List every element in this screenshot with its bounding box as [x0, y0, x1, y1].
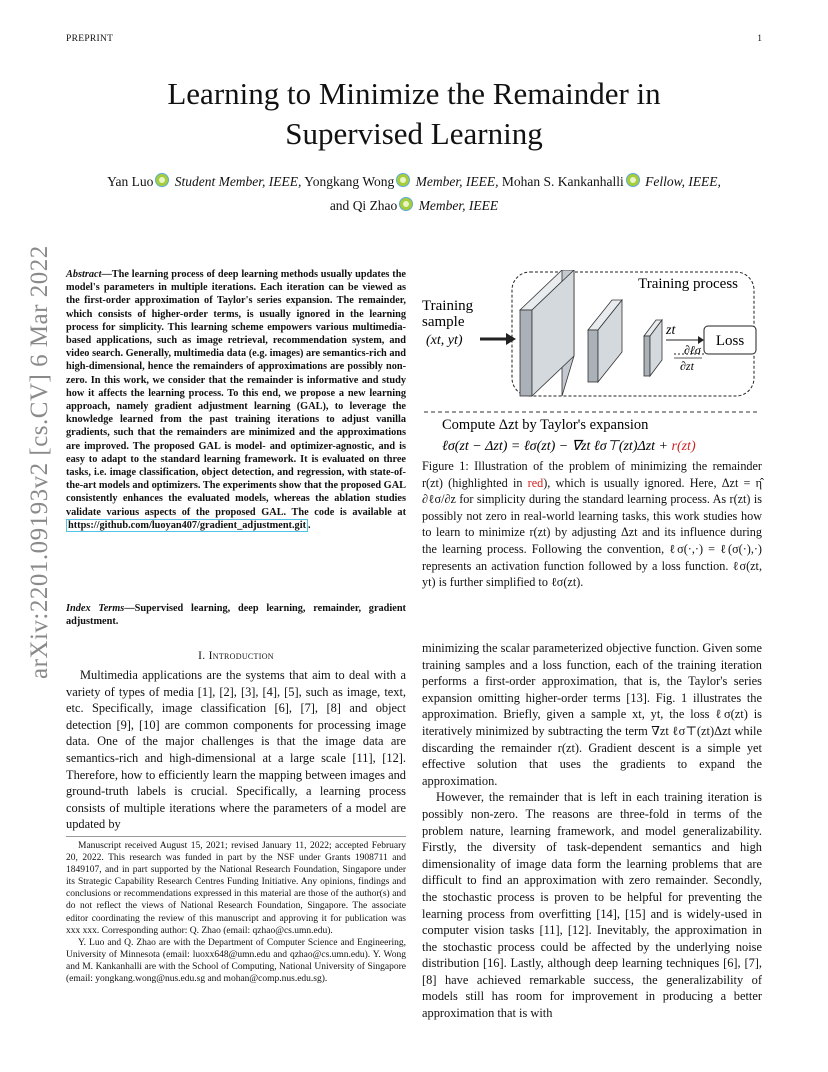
caption-label: Figure 1: [422, 459, 469, 473]
caption-red-word: red [527, 475, 544, 490]
taylor-equation [442, 439, 696, 454]
equation-remainder: r(zt) [671, 439, 696, 454]
footnote-manuscript: Manuscript received August 15, 2021; revised January 11, 2022; accepted February 20, 2022. This research was funded in part by the NSF under Grants 1908711 and 1849107, and in part supported by the National Research Foundation, Singapore under its Strategic Capability Research Centres Funding Initiative. Any opinions, findings and conclusions or recommendations expressed in this material are those of the author(s) and do not reflect the views of National Research Foundation, Singapore. The associate editor coordinating the review of this manuscript and approving it for publication was xxx xxx. Corresponding author: Q. Zhao (email: qzhao@cs.umn.edu). [66, 841, 406, 936]
caption-text: ), which is usually ignored. Here, Δzt = η̂ ∂ℓσ/∂z for simplicity during the standard learning process. As r(zt) is possibly not zero in real-world learning tasks, this work studies how to learn to minimize r(zt) by adjusting Δzt and its influence during the learning process. Following the convention, ℓσ(·,·) = ℓ(σ(·),·) represents an activation function followed by a loss function. ℓσ(zt, yt) is further simplified to ℓσ(zt). [422, 475, 762, 590]
orcid-icon[interactable] [399, 197, 413, 211]
author-name: Yongkang Wong [304, 174, 395, 189]
footnote-divider [66, 836, 406, 837]
author-list [60, 170, 768, 218]
page-number: 1 [757, 34, 762, 44]
figure-1 [420, 270, 764, 456]
abstract-text: The learning process of deep learning methods usually updates the model's parameters in multiple iterations. Each iteration can be viewed as the first-order approximation of Taylor's series expansion. The remainder, which consists of higher-order terms, is usually ignored in the learning process for simplicity. This learning scheme empowers various multimedia-based applications, such as image retrieval, recommendation system, and video search. Generally, multimedia data (e.g. images) are semantics-rich and high-dimensional, hence the remainders of approximations are possibly non-zero. In this work, we consider that the remainder is informative and study how it affects the learning process. To this end, we propose a new learning approach, namely gradient adjustment learning (GAL), to leverage the knowledge learned from the past training iterations to adjust vanilla gradients, such that the remainders are minimized and the approximations are improved. The proposed GAL is model- and optimizer-agnostic, and is easy to adapt to the standard learning framework. It is evaluated on three tasks, i.e. image classification, object detection, and regression, with state-of-the-art models and optimizers. The experiments show that the proposed GAL consistently enhances the evaluated models, whereas the ablation studies validate various aspects of the proposed GAL. The code is available at [66, 269, 406, 518]
loss-label: Loss [715, 333, 745, 349]
author-role: Member, IEEE [418, 198, 499, 213]
abstract-label: Abstract [66, 269, 102, 280]
grad-numerator: ∂ℓσ [684, 343, 701, 357]
footnote-affiliations: Y. Luo and Q. Zhao are with the Department of Computer Science and Engineering, University of Minnesota (email: luoxx648@umn.edu and qzhao@cs.umn.edu). Y. Wong and M. Kankanhalli are with the School of Computing, National University of Singapore (email: yongkang.wong@nus.edu.sg and mohan@comp.nus.edu.sg). [66, 937, 406, 985]
author-name: Mohan S. Kankanhalli [501, 174, 624, 189]
arrow-head-icon [506, 333, 516, 345]
layer-block [588, 330, 598, 382]
section-title: Introduction [208, 650, 274, 662]
training-sample-label: sample [422, 314, 465, 330]
section-heading [66, 650, 406, 662]
code-link[interactable]: https://github.com/luoyan407/gradient_adjustment.git [68, 519, 306, 531]
abstract: Abstract—The learning process of deep learning methods usually updates the model's parameters in multiple iterations. Each iteration can be viewed as the first-order approximation of Taylor's series expansion. The remainder, which consists of higher-order terms, is usually ignored in the learning process for simplicity. This learning scheme empowers various multimedia-based applications, such as image retrieval, recommendation system, and video search. Generally, multimedia data (e.g. images) are semantics-rich and high-dimensional, hence the remainders of approximations are possibly non-zero. In this work, we consider that the remainder is informative and study how it affects the learning process. To this end, we propose a new learning approach, namely gradient adjustment learning (GAL), to leverage the knowledge learned from the past training iterations to adjust vanilla gradients, such that the remainders are minimized and the approximations are improved. The proposed GAL is model- and optimizer-agnostic, and is easy to adapt to the standard learning framework. It is evaluated on three tasks, i.e. image classification, object detection, and regression, with state-of-the-art models and optimizers. The experiments show that the proposed GAL consistently enhances the evaluated models, whereas the ablation studies validate various aspects of the proposed GAL. The code is available at https://github.com/luoyan407/gradient_adjustment.git . [66, 269, 406, 531]
index-terms: Index Terms—Supervised learning, deep learning, remainder, gradient adjustment. [66, 603, 406, 628]
author-role: Fellow, IEEE, [645, 174, 721, 189]
orcid-icon[interactable] [155, 173, 169, 187]
author-name: Yan Luo [107, 174, 154, 189]
paper-title: Learning to Minimize the Remainder in Supervised Learning [167, 76, 661, 151]
intro-paragraph: Multimedia applications are the systems that aim to deal with a variety of types of media [1], [2], [3], [4], [5], such as image, text, etc. Specifically, image classification [6], [7], [8] and object detection [9], [10] are common components for processing image data. One of the major challenges is that the image data are semantics-rich and high-dimensional at a large scale [11], [12]. Therefore, how to efficiently learn the mapping between images and ground-truth labels is crucial. Specifically, a learning process consists of multiple iterations where the parameters of a model are updated by [66, 668, 406, 832]
paragraph: However, the remainder that is left in each training iteration is possibly non-zero. The reasons are three-fold in terms of the problem nature, learning framework, and model generalizability. Firstly, the diversity of task-dependent semantics and high dimensionality of image data form the learning problems that are difficult to find an approximation with zero remainder. Secondly, the stochastic process is proven to be helpful for preventing the learning process from overfitting [14], [15] and is widely-used in computer vision tasks [11], [12]. Inevitably, the approximation in the stochastic process could be affected by the underlying noise distribution [16]. Lastly, although deep learning techniques [6], [7], [8] have achieved remarkable success, the generalizability of models still has room for improvement in producing a better approximation that is with [422, 790, 762, 1021]
abstract-end: . [308, 519, 311, 531]
running-header: PREPRINT [66, 34, 114, 44]
training-process-label: Training process [638, 276, 738, 292]
grad-denominator: ∂zt [680, 359, 694, 373]
and-word: and [329, 198, 350, 213]
index-terms-text: Supervised learning, deep learning, remainder, gradient adjustment. [66, 603, 406, 628]
training-sample-label: Training [422, 298, 474, 314]
section-number: I. [198, 650, 206, 662]
author-name: Qi Zhao [352, 198, 398, 213]
orcid-icon[interactable] [396, 173, 410, 187]
right-column-body [422, 640, 762, 1022]
zt-label: zt [666, 323, 676, 338]
author-role: Student Member, IEEE, [174, 174, 302, 189]
layer-block [520, 310, 532, 396]
figure-caption [422, 458, 762, 591]
arxiv-stamp: arXiv:2201.09193v2 [cs.CV] 6 Mar 2022 [26, 245, 53, 679]
layer-block [644, 336, 650, 376]
compute-line: Compute Δzt by Taylor's expansion [442, 417, 649, 433]
input-pair: (xt, yt) [426, 333, 463, 348]
footnote [66, 840, 406, 985]
caption-text: Illustration of the problem of minimizing the remainder r(zt) (highlighted in [422, 459, 762, 490]
index-terms-label: Index Terms [66, 603, 125, 614]
equation-main: ℓσ(zt − Δzt) = ℓσ(zt) − ∇zt ℓσ⊤(zt)Δzt + [442, 439, 672, 454]
author-role: Member, IEEE, [415, 174, 499, 189]
paragraph: minimizing the scalar parameterized objective function. Given some training samples and a loss function, each of the training iteration performs a first-order approximation, that is, the Taylor's series expansion omitting higher-order terms [13]. Fig. 1 illustrates the approximation. Briefly, given a sample xt, yt, the loss ℓσ(zt) is iteratively minimized by subtracting the term ∇zt ℓσ⊤(zt)Δzt while discarding the remainder r(zt). Gradient descent is a simple yet effective solution that uses the gradients to expand the approximation. [422, 641, 762, 788]
orcid-icon[interactable] [626, 173, 640, 187]
